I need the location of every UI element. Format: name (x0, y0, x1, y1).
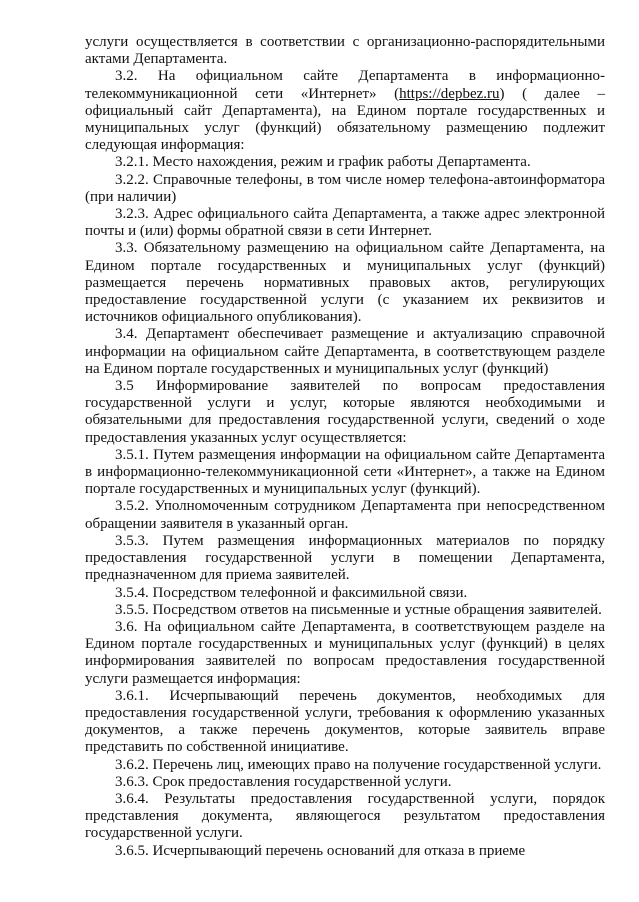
paragraph-3-5-1: 3.5.1. Путем размещения информации на официальном сайте Департамента в информационно-телекоммуникационной сети «Интернет», а также на Едином портале государственных и муниципальных услуг (функций). (85, 446, 605, 498)
paragraph-3-3: 3.3. Обязательному размещению на официальном сайте Департамента, на Едином портале государственных и муниципальных услуг (функций) размещается перечень нормативных правовых актов, регулирующих предоставление государственной услуги (с указанием их реквизитов и источников официального опубликования). (85, 240, 605, 326)
paragraph-3-5-2: 3.5.2. Уполномоченным сотрудником Департамента при непосредственном обращении заявителя в указанный орган. (85, 498, 605, 532)
paragraph-3-2-3: 3.2.3. Адрес официального сайта Департамента, а также адрес электронной почты и (или) формы обратной связи в сети Интернет. (85, 206, 605, 240)
document-page (85, 34, 605, 860)
paragraph-3-2 (85, 68, 605, 154)
paragraph-3-5-3: 3.5.3. Путем размещения информационных материалов по порядку предоставления государственной услуги в помещении Департамента, предназначенном для приема заявителей. (85, 532, 605, 584)
paragraph-3-4: 3.4. Департамент обеспечивает размещение и актуализацию справочной информации на официальном сайте Департамента, в соответствующем разделе на Едином портале государственных и муниципальных услуг (функций) (85, 326, 605, 377)
paragraph-3-2-text-before: 3.2. На официальном сайте Департамента в информационно-телекоммуникационной сети «Интернет» ( (85, 68, 605, 102)
paragraph-3-6-2: 3.6.2. Перечень лиц, имеющих право на получение государственной услуги. (115, 756, 602, 773)
paragraph-3-2-1: 3.2.1. Место нахождения, режим и график работы Департамента. (115, 154, 531, 171)
paragraph-3-6-3: 3.6.3. Срок предоставления государственной услуги. (115, 773, 452, 790)
official-site-link[interactable]: https://depbez.ru (399, 85, 500, 102)
paragraph-3-5: 3.5 Информирование заявителей по вопросам предоставления государственной услуги и услуг, которые являются необходимыми и обязательными для предоставления государственной услуги, сведений о ходе предоставления указанных услуг осуществляется: (85, 378, 605, 446)
paragraph-3-6: 3.6. На официальном сайте Департамента, в соответствующем разделе на Едином портале государственных и муниципальных услуг (функций) в целях информирования заявителей по вопросам предоставления государственной услуги размещается информация: (85, 618, 605, 687)
paragraph-continuation: услуги осуществляется в соответствии с организационно-распорядительными актами Департамента. (85, 34, 605, 68)
paragraph-3-2-text-after: ) ( далее – официальный сайт Департамента), на Едином портале государственных и муниципальных услуг (функций) обязательному размещению подлежит следующая информация: (85, 85, 605, 154)
paragraph-3-6-1: 3.6.1. Исчерпывающий перечень документов, необходимых для предоставления государственной услуги, требования к оформлению указанных документов, а также перечень документов, которые заявитель вправе представить по собственной инициативе. (85, 687, 605, 756)
paragraph-3-2-2: 3.2.2. Справочные телефоны, в том числе номер телефона-автоинформатора (при наличии) (85, 171, 605, 205)
paragraph-3-6-4: 3.6.4. Результаты предоставления государственной услуги, порядок представления документа, являющегося результатом предоставления государственной услуги. (85, 790, 605, 842)
paragraph-3-5-4: 3.5.4. Посредством телефонной и факсимильной связи. (115, 584, 468, 601)
paragraph-3-5-5: 3.5.5. Посредством ответов на письменные и устные обращения заявителей. (115, 601, 602, 618)
paragraph-3-6-5: 3.6.5. Исчерпывающий перечень оснований для отказа в приеме (115, 842, 526, 859)
